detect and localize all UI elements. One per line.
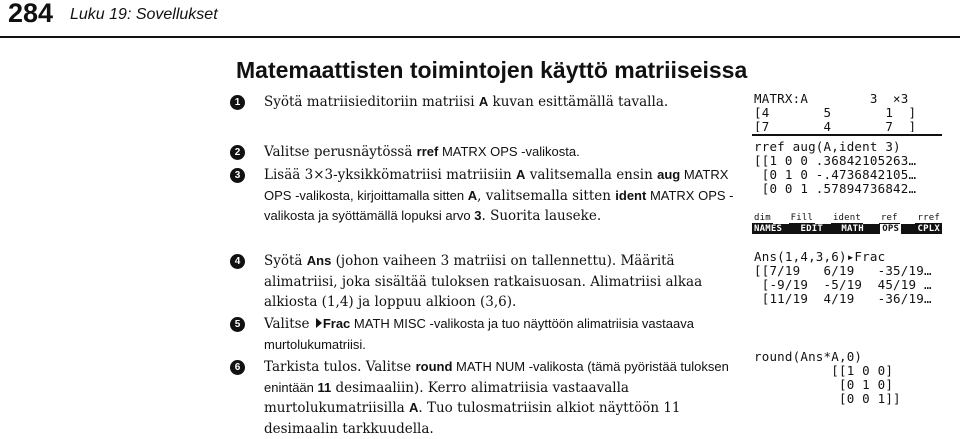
page-header <box>0 0 960 36</box>
text: Syötä matriisieditoriin matriisi <box>264 94 479 110</box>
step-text <box>264 357 740 439</box>
text: Syötä <box>264 253 307 269</box>
calc-screen-round <box>752 350 942 408</box>
keyword: round <box>415 359 453 374</box>
step-number: 5 <box>230 317 245 332</box>
calc-line: rref aug(A,ident 3) <box>754 140 901 154</box>
calc-line: [11/19 4/19 -36/19… <box>754 291 932 306</box>
calc-line: Ans(1,4,3,6)▸Frac <box>754 250 886 264</box>
text: Lisää 3 <box>264 167 314 183</box>
text: MATRX OPS -valikosta. <box>438 144 580 159</box>
step-text <box>264 142 740 163</box>
keyword: 11 <box>317 379 332 395</box>
text: desimaaliin). Kerro alimatriisia vastaavalla murtolukumatriisilla <box>264 379 629 416</box>
text: (johon vaiheen 3 matriisi on tallennettu). Määritä alimatriisi, joka sisältää tuloksen ratkaisuosan. Alimatriisi alkaa alkiosta (1,4) ja loppuu alkioon (3,6). <box>264 253 703 310</box>
step-number: 2 <box>230 145 245 160</box>
calc-line: [[1 0 0] <box>754 363 894 378</box>
step-text <box>264 314 740 355</box>
submenu-item-fill[interactable]: Fill <box>790 213 814 223</box>
calc-screen-matrix-editor <box>752 92 942 132</box>
step-number: 1 <box>230 95 245 110</box>
calc-line: [0 0 1 .57894736842… <box>754 181 917 196</box>
submenu-item-rref[interactable]: rref <box>917 213 940 223</box>
step-4 <box>230 251 740 313</box>
step-6 <box>230 357 740 439</box>
calc-line: [[1 0 0 .36842105263… <box>754 153 917 168</box>
calc-line: [0 0 1]] <box>754 391 901 406</box>
keyword: ident <box>615 187 647 203</box>
text: MATH MISC -valikosta ja tuo näyttöön alimatriisia vastaava murtolukumatriisi. <box>264 316 694 352</box>
text: , valitsemalla sitten <box>477 187 616 204</box>
calc-line: [0 1 0 -.4736842105… <box>754 167 917 182</box>
chapter-title: Luku 19: Sovellukset <box>70 6 218 23</box>
menu-cplx[interactable]: CPLX <box>917 224 940 234</box>
step-2 <box>230 142 740 163</box>
menu-math[interactable]: MATH <box>841 224 864 234</box>
step-1 <box>230 92 740 113</box>
menu-edit[interactable]: EDIT <box>800 224 823 234</box>
text: × <box>313 167 325 183</box>
page-number: 284 <box>8 0 54 28</box>
editor-header: MATRX:A 3 ×3 <box>754 92 909 106</box>
step-5 <box>230 314 740 355</box>
step-text <box>264 165 740 227</box>
step-number: 6 <box>230 360 245 375</box>
editor-rule <box>752 134 942 136</box>
text: MATRX OPS -valikosta ja syöttämällä lopuksi arvo <box>264 187 734 223</box>
keyword: Frac <box>322 316 351 331</box>
text: MATH NUM -valikosta (tämä pyöristää tuloksen enintään <box>264 359 729 395</box>
calc-line: [[7/19 6/19 -35/19… <box>754 263 932 278</box>
ops-submenu <box>752 214 942 224</box>
step-number: 3 <box>230 168 245 183</box>
text: Valitse <box>264 316 314 332</box>
keyword: 3 <box>474 208 482 223</box>
step-text <box>264 92 740 113</box>
menu-ops[interactable]: OPS <box>882 224 900 234</box>
keyword: Ans <box>306 253 332 268</box>
text: . Tuo tulosmatriisin alkiot näyttöön 11 desimaalin tarkkuudella. <box>264 400 681 437</box>
text: Valitse perusnäytössä <box>264 144 417 160</box>
calc-line: [0 1 0] <box>754 377 894 392</box>
keyword: rref <box>416 144 439 159</box>
section-title: Matemaattisten toimintojen käyttö matriiseissa <box>236 57 748 83</box>
matrx-menubar <box>752 224 942 234</box>
menu-names[interactable]: NAMES <box>754 224 783 234</box>
matrix-row: [7 4 7 ] <box>754 119 917 132</box>
keyword: A <box>467 187 478 203</box>
text: Tarkista tulos. Valitse <box>264 359 416 375</box>
keyword: aug <box>657 167 681 182</box>
calc-line: [-9/19 -5/19 45/19 … <box>754 277 932 292</box>
step-number: 4 <box>230 254 245 269</box>
calc-screen-rref <box>752 140 942 234</box>
text: 3-yksikkömatriisi matriisiin <box>324 167 517 183</box>
keyword: A <box>478 94 489 109</box>
keyword: A <box>408 400 419 415</box>
text: kuvan esittämällä tavalla. <box>488 94 669 110</box>
step-3 <box>230 165 740 227</box>
calc-screen-frac <box>752 250 942 308</box>
text: MATRX OPS -valikosta, kirjoittamalla sitten <box>264 167 729 203</box>
convert-triangle-icon <box>316 318 322 328</box>
submenu-item-ident[interactable]: ident <box>832 213 862 223</box>
calc-line: round(Ans*A,0) <box>754 350 863 364</box>
submenu-item-ref[interactable]: ref <box>880 213 898 223</box>
matrix-row: [4 5 1 ] <box>754 105 917 120</box>
text: . Suorita lauseke. <box>481 208 602 224</box>
header-rule <box>0 36 960 38</box>
step-text <box>264 251 740 313</box>
keyword: A <box>516 167 526 182</box>
text: valitsemalla ensin <box>525 167 658 183</box>
submenu-item-dim[interactable]: dim <box>754 213 771 223</box>
